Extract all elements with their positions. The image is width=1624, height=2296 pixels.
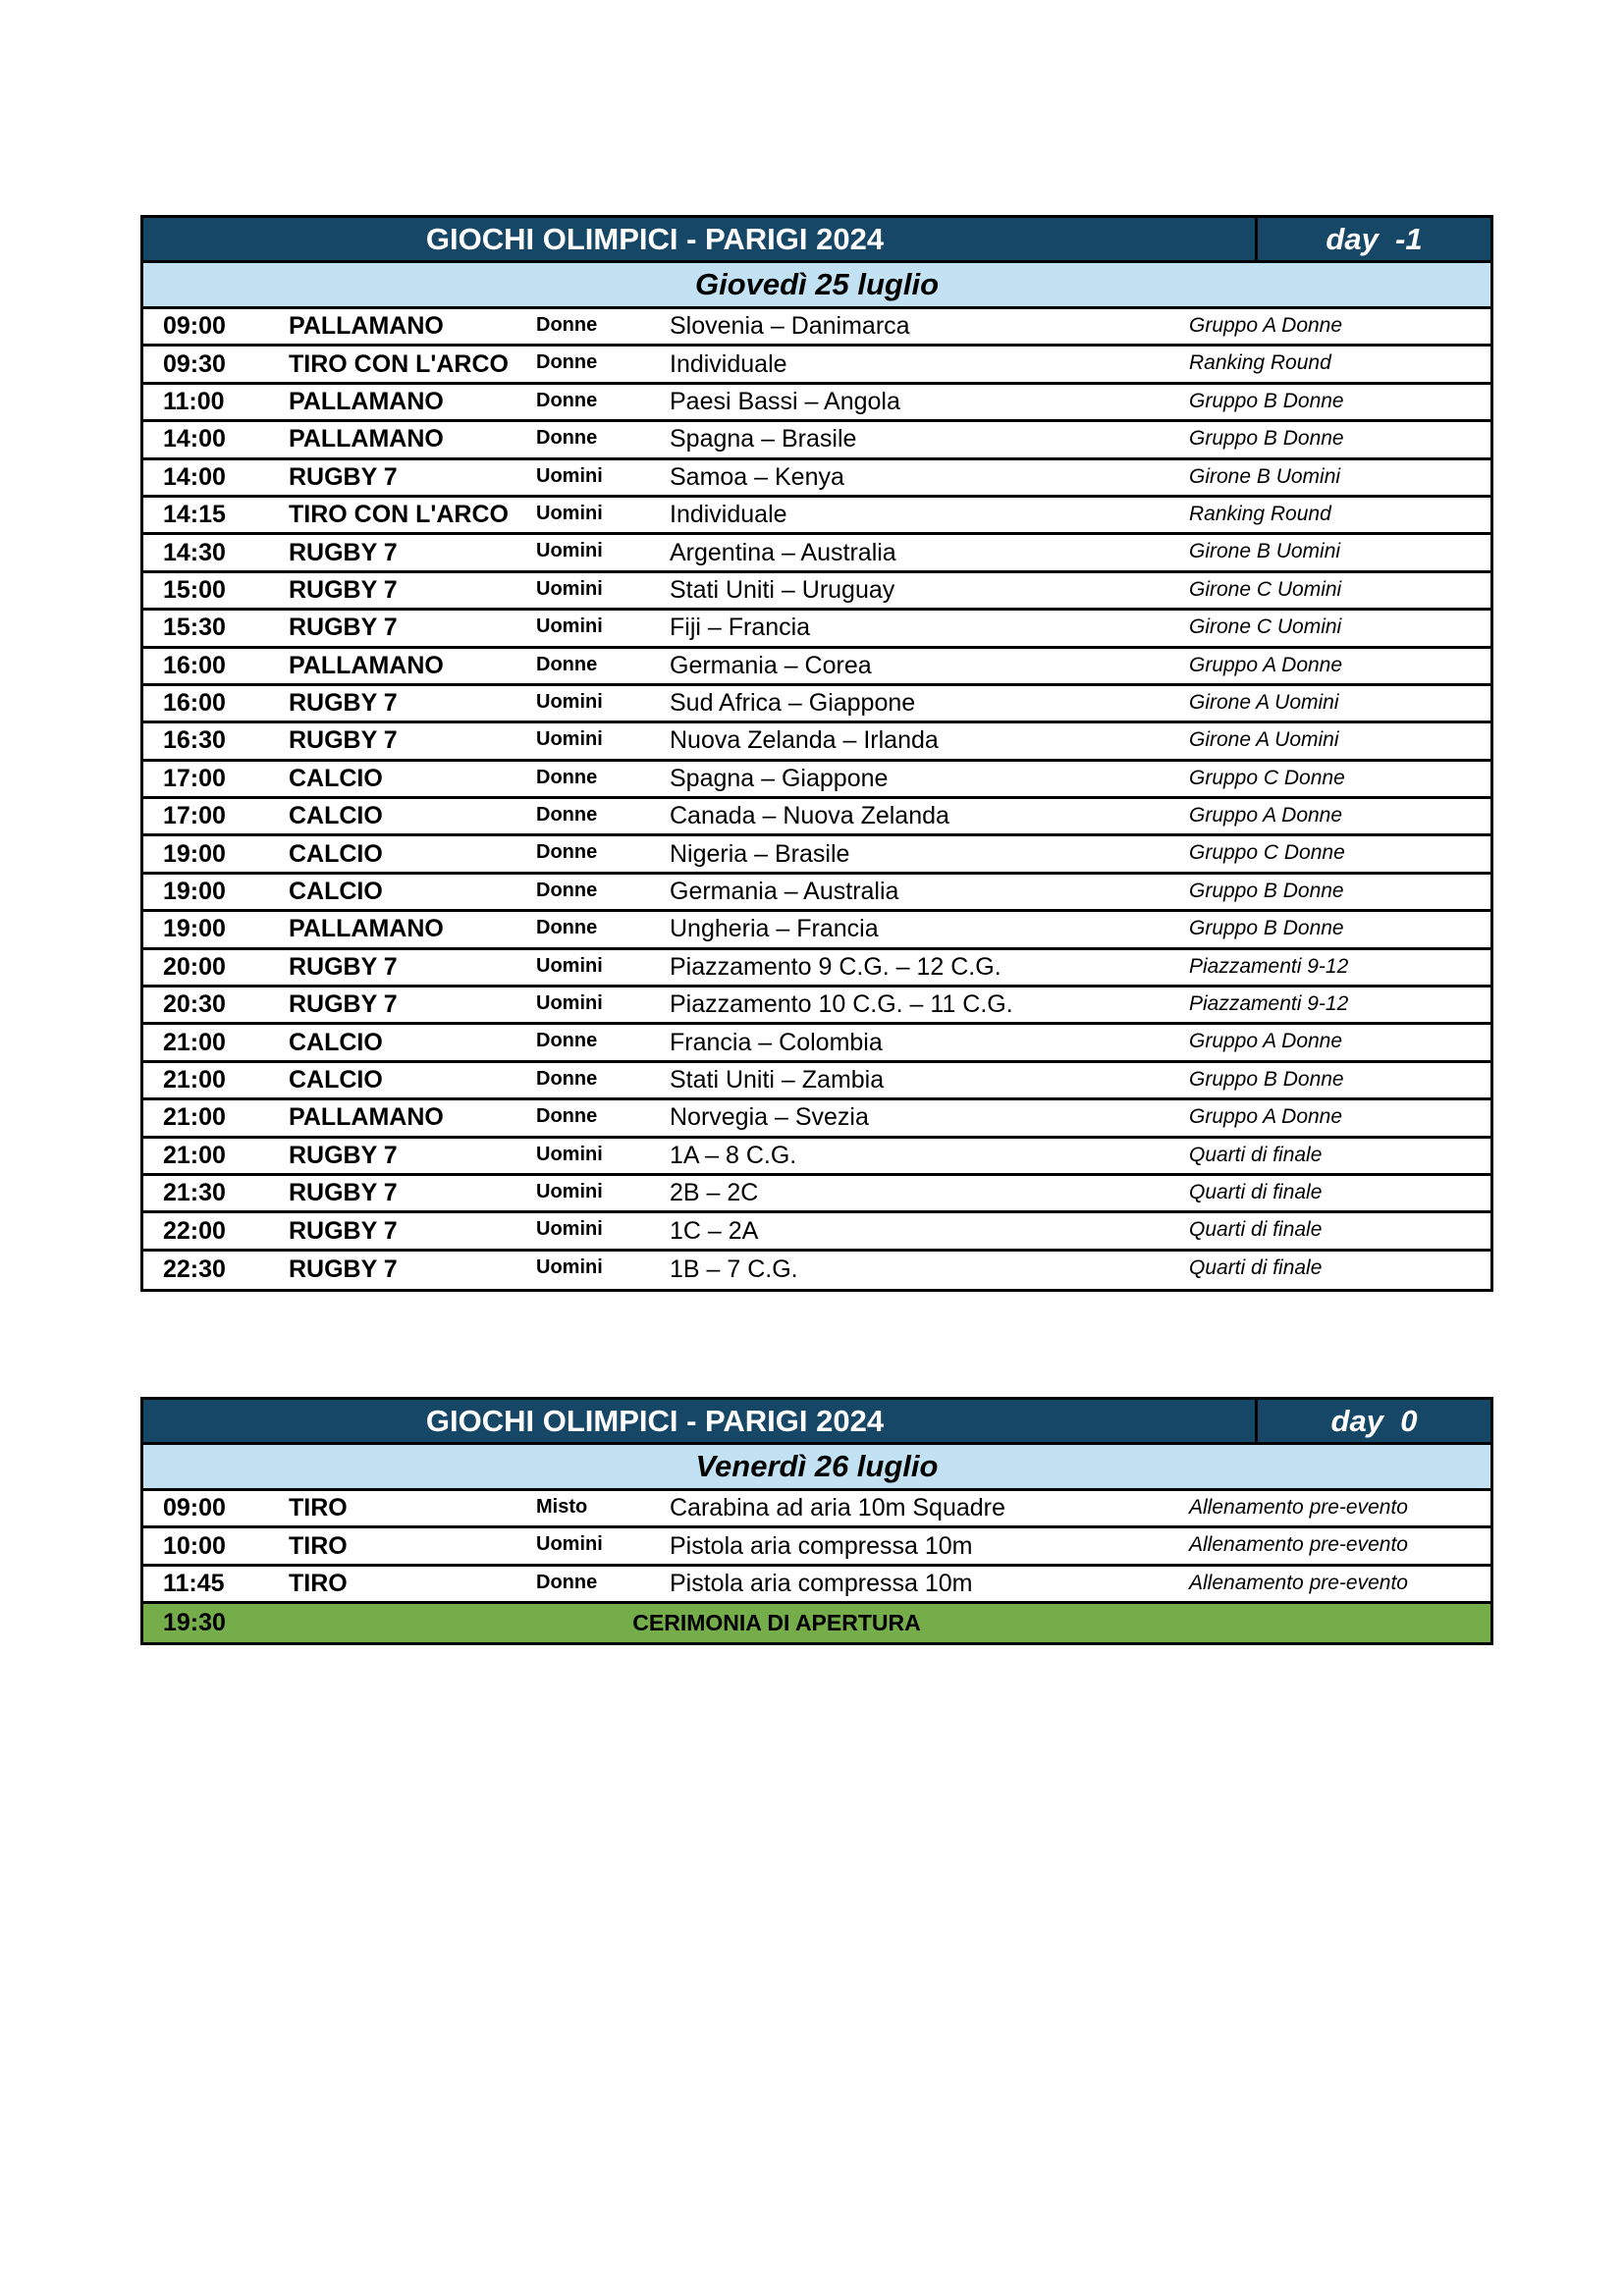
- event-match: Individuale: [670, 349, 787, 378]
- event-sport: CALCIO: [289, 1028, 383, 1056]
- event-phase: Gruppo A Donne: [1189, 653, 1343, 676]
- event-phase: Gruppo A Donne: [1189, 314, 1343, 337]
- event-sport: TIRO CON L'ARCO: [289, 501, 509, 529]
- event-row: [143, 1063, 1490, 1100]
- event-time: 17:00: [163, 764, 226, 792]
- event-phase: Gruppo B Donne: [1189, 917, 1344, 940]
- event-gender: Donne: [536, 1030, 598, 1052]
- event-gender: Uomini: [536, 1218, 603, 1241]
- event-time: 19:00: [163, 839, 226, 868]
- date-heading: Venerdì 26 luglio: [143, 1445, 1490, 1491]
- event-row: [143, 1176, 1490, 1213]
- event-row: [143, 535, 1490, 572]
- event-row: [143, 1567, 1490, 1604]
- event-gender: Donne: [536, 804, 598, 827]
- event-phase: Gruppo B Donne: [1189, 1067, 1344, 1091]
- event-sport: PALLAMANO: [289, 387, 444, 415]
- event-match: 2B – 2C: [670, 1179, 759, 1207]
- event-row: [143, 875, 1490, 912]
- event-gender: Uomini: [536, 577, 603, 600]
- event-match: Piazzamento 10 C.G. – 11 C.G.: [670, 990, 1013, 1019]
- event-time: 21:00: [163, 1103, 226, 1132]
- event-phase: Gruppo B Donne: [1189, 389, 1344, 412]
- event-match: Stati Uniti – Uruguay: [670, 575, 895, 604]
- event-match: Norvegia – Svezia: [670, 1103, 869, 1132]
- event-list: [143, 309, 1490, 1289]
- event-phase: Piazzamenti 9-12: [1189, 992, 1349, 1016]
- ceremony-row: [143, 1604, 1490, 1641]
- event-sport: CALCIO: [289, 764, 383, 792]
- event-row: [143, 912, 1490, 949]
- event-gender: Donne: [536, 766, 598, 788]
- event-match: Slovenia – Danimarca: [670, 312, 910, 341]
- event-row: [143, 573, 1490, 611]
- event-gender: Uomini: [536, 1255, 603, 1278]
- event-phase: Girone A Uomini: [1189, 690, 1339, 714]
- event-time: 14:00: [163, 462, 226, 491]
- event-time: 16:30: [163, 726, 226, 755]
- event-match: Germania – Corea: [670, 651, 872, 679]
- event-gender: Uomini: [536, 954, 603, 977]
- event-phase: Gruppo A Donne: [1189, 1030, 1343, 1053]
- event-phase: Quarti di finale: [1189, 1218, 1323, 1242]
- event-phase: Quarti di finale: [1189, 1143, 1323, 1166]
- event-time: 14:00: [163, 425, 226, 454]
- event-match: Spagna – Brasile: [670, 425, 857, 454]
- event-time: 22:30: [163, 1255, 226, 1284]
- event-match: Francia – Colombia: [670, 1028, 883, 1056]
- event-gender: Donne: [536, 1067, 598, 1090]
- event-phase: Ranking Round: [1189, 351, 1331, 375]
- event-sport: PALLAMANO: [289, 425, 444, 454]
- event-gender: Uomini: [536, 540, 603, 562]
- event-time: 20:30: [163, 990, 226, 1019]
- event-gender: Uomini: [536, 1143, 603, 1165]
- event-phase: Girone B Uomini: [1189, 464, 1341, 488]
- event-sport: CALCIO: [289, 878, 383, 906]
- event-match: Pistola aria compressa 10m: [670, 1569, 973, 1597]
- event-gender: Uomini: [536, 1180, 603, 1202]
- event-gender: Donne: [536, 427, 598, 450]
- event-sport: CALCIO: [289, 839, 383, 868]
- event-row: [143, 762, 1490, 799]
- event-gender: Uomini: [536, 992, 603, 1015]
- event-sport: RUGBY 7: [289, 1255, 398, 1284]
- event-phase: Gruppo A Donne: [1189, 804, 1343, 828]
- event-time: 15:00: [163, 575, 226, 604]
- event-row: [143, 498, 1490, 535]
- event-phase: Gruppo A Donne: [1189, 1105, 1343, 1129]
- event-row: [143, 611, 1490, 648]
- event-time: 21:00: [163, 1028, 226, 1056]
- event-gender: Uomini: [536, 690, 603, 713]
- event-phase: Girone B Uomini: [1189, 540, 1341, 563]
- event-phase: Piazzamenti 9-12: [1189, 954, 1349, 978]
- event-match: Pistola aria compressa 10m: [670, 1531, 973, 1560]
- event-gender: Donne: [536, 917, 598, 939]
- event-row: [143, 686, 1490, 723]
- event-row: [143, 309, 1490, 347]
- event-gender: Uomini: [536, 1533, 603, 1556]
- event-phase: Gruppo B Donne: [1189, 879, 1344, 902]
- event-sport: RUGBY 7: [289, 575, 398, 604]
- event-time: 14:30: [163, 538, 226, 566]
- event-row: [143, 723, 1490, 761]
- event-match: Ungheria – Francia: [670, 915, 879, 943]
- event-match: Samoa – Kenya: [670, 462, 844, 491]
- event-match: Stati Uniti – Zambia: [670, 1066, 885, 1094]
- event-phase: Quarti di finale: [1189, 1255, 1323, 1279]
- event-phase: Gruppo B Donne: [1189, 427, 1344, 451]
- event-match: Canada – Nuova Zelanda: [670, 802, 949, 830]
- event-time: 16:00: [163, 651, 226, 679]
- event-match: Argentina – Australia: [670, 538, 896, 566]
- event-sport: RUGBY 7: [289, 990, 398, 1019]
- schedule-title: GIOCHI OLIMPICI - PARIGI 2024: [143, 218, 1258, 260]
- schedule-day-minus-1: [140, 215, 1493, 1292]
- ceremony-time: 19:30: [163, 1608, 226, 1636]
- event-time: 11:45: [163, 1569, 225, 1597]
- event-row: [143, 1025, 1490, 1062]
- event-row: [143, 950, 1490, 988]
- event-match: Nigeria – Brasile: [670, 839, 850, 868]
- event-row: [143, 988, 1490, 1025]
- event-gender: Donne: [536, 841, 598, 864]
- event-sport: PALLAMANO: [289, 651, 444, 679]
- event-time: 21:30: [163, 1179, 226, 1207]
- event-row: [143, 1139, 1490, 1176]
- event-gender: Donne: [536, 351, 598, 374]
- event-sport: CALCIO: [289, 802, 383, 830]
- event-time: 09:30: [163, 349, 226, 378]
- event-time: 22:00: [163, 1216, 226, 1245]
- event-row: [143, 1528, 1490, 1566]
- event-sport: PALLAMANO: [289, 312, 444, 341]
- event-row: [143, 836, 1490, 874]
- event-sport: RUGBY 7: [289, 689, 398, 718]
- event-row: [143, 347, 1490, 384]
- event-phase: Allenamento pre-evento: [1189, 1571, 1408, 1594]
- event-sport: RUGBY 7: [289, 1179, 398, 1207]
- day-label: day 0: [1330, 1403, 1418, 1438]
- event-time: 15:30: [163, 614, 226, 642]
- event-time: 14:15: [163, 501, 226, 529]
- event-sport: TIRO: [289, 1569, 348, 1597]
- event-match: 1C – 2A: [670, 1216, 759, 1245]
- event-sport: PALLAMANO: [289, 1103, 444, 1132]
- event-time: 16:00: [163, 689, 226, 718]
- event-sport: TIRO CON L'ARCO: [289, 349, 509, 378]
- event-row: [143, 460, 1490, 498]
- event-phase: Gruppo C Donne: [1189, 841, 1345, 865]
- event-phase: Girone C Uomini: [1189, 615, 1342, 639]
- event-sport: RUGBY 7: [289, 952, 398, 981]
- event-phase: Allenamento pre-evento: [1189, 1533, 1408, 1557]
- event-row: [143, 1213, 1490, 1251]
- event-sport: RUGBY 7: [289, 1216, 398, 1245]
- event-row: [143, 1252, 1490, 1289]
- event-row: [143, 799, 1490, 836]
- event-sport: RUGBY 7: [289, 726, 398, 755]
- event-phase: Ranking Round: [1189, 502, 1331, 525]
- event-row: [143, 1100, 1490, 1138]
- event-gender: Uomini: [536, 464, 603, 487]
- event-gender: Donne: [536, 389, 598, 411]
- event-gender: Uomini: [536, 502, 603, 524]
- schedule-title: GIOCHI OLIMPICI - PARIGI 2024: [143, 1400, 1258, 1442]
- event-gender: Donne: [536, 314, 598, 336]
- event-gender: Donne: [536, 1571, 598, 1593]
- event-match: Germania – Australia: [670, 878, 899, 906]
- event-list: [143, 1491, 1490, 1642]
- event-phase: Girone A Uomini: [1189, 728, 1339, 752]
- event-gender: Uomini: [536, 728, 603, 751]
- event-time: 17:00: [163, 802, 226, 830]
- event-gender: Misto: [536, 1496, 588, 1518]
- event-time: 19:00: [163, 878, 226, 906]
- event-match: 1B – 7 C.G.: [670, 1255, 798, 1284]
- event-gender: Uomini: [536, 615, 603, 638]
- event-match: Nuova Zelanda – Irlanda: [670, 726, 939, 755]
- event-match: Sud Africa – Giappone: [670, 689, 916, 718]
- event-match: Carabina ad aria 10m Squadre: [670, 1494, 1005, 1522]
- event-sport: RUGBY 7: [289, 1141, 398, 1169]
- event-row: [143, 422, 1490, 459]
- event-time: 09:00: [163, 312, 226, 341]
- event-time: 19:00: [163, 915, 226, 943]
- event-time: 11:00: [163, 387, 225, 415]
- event-sport: PALLAMANO: [289, 915, 444, 943]
- event-sport: RUGBY 7: [289, 538, 398, 566]
- schedule-day-0: [140, 1397, 1493, 1645]
- event-row: [143, 1491, 1490, 1528]
- event-time: 21:00: [163, 1141, 226, 1169]
- ceremony-label: CERIMONIA DI APERTURA: [632, 1609, 921, 1635]
- event-match: Individuale: [670, 501, 787, 529]
- event-time: 10:00: [163, 1531, 226, 1560]
- event-match: Fiji – Francia: [670, 614, 811, 642]
- event-time: 20:00: [163, 952, 226, 981]
- event-phase: Gruppo C Donne: [1189, 766, 1345, 789]
- event-gender: Donne: [536, 1105, 598, 1128]
- schedule-header: [143, 218, 1490, 263]
- event-sport: RUGBY 7: [289, 614, 398, 642]
- event-sport: RUGBY 7: [289, 462, 398, 491]
- event-match: 1A – 8 C.G.: [670, 1141, 797, 1169]
- event-time: 09:00: [163, 1494, 226, 1522]
- event-row: [143, 385, 1490, 422]
- event-match: Paesi Bassi – Angola: [670, 387, 900, 415]
- date-heading: Giovedì 25 luglio: [143, 263, 1490, 309]
- event-phase: Allenamento pre-evento: [1189, 1496, 1408, 1519]
- event-match: Piazzamento 9 C.G. – 12 C.G.: [670, 952, 1001, 981]
- event-sport: TIRO: [289, 1531, 348, 1560]
- event-row: [143, 649, 1490, 686]
- event-sport: TIRO: [289, 1494, 348, 1522]
- event-gender: Donne: [536, 879, 598, 901]
- day-label: day -1: [1326, 221, 1423, 256]
- event-gender: Donne: [536, 653, 598, 675]
- schedule-header: [143, 1400, 1490, 1445]
- event-phase: Girone C Uomini: [1189, 577, 1342, 601]
- event-match: Spagna – Giappone: [670, 764, 889, 792]
- event-time: 21:00: [163, 1066, 226, 1094]
- event-sport: CALCIO: [289, 1066, 383, 1094]
- event-phase: Quarti di finale: [1189, 1180, 1323, 1203]
